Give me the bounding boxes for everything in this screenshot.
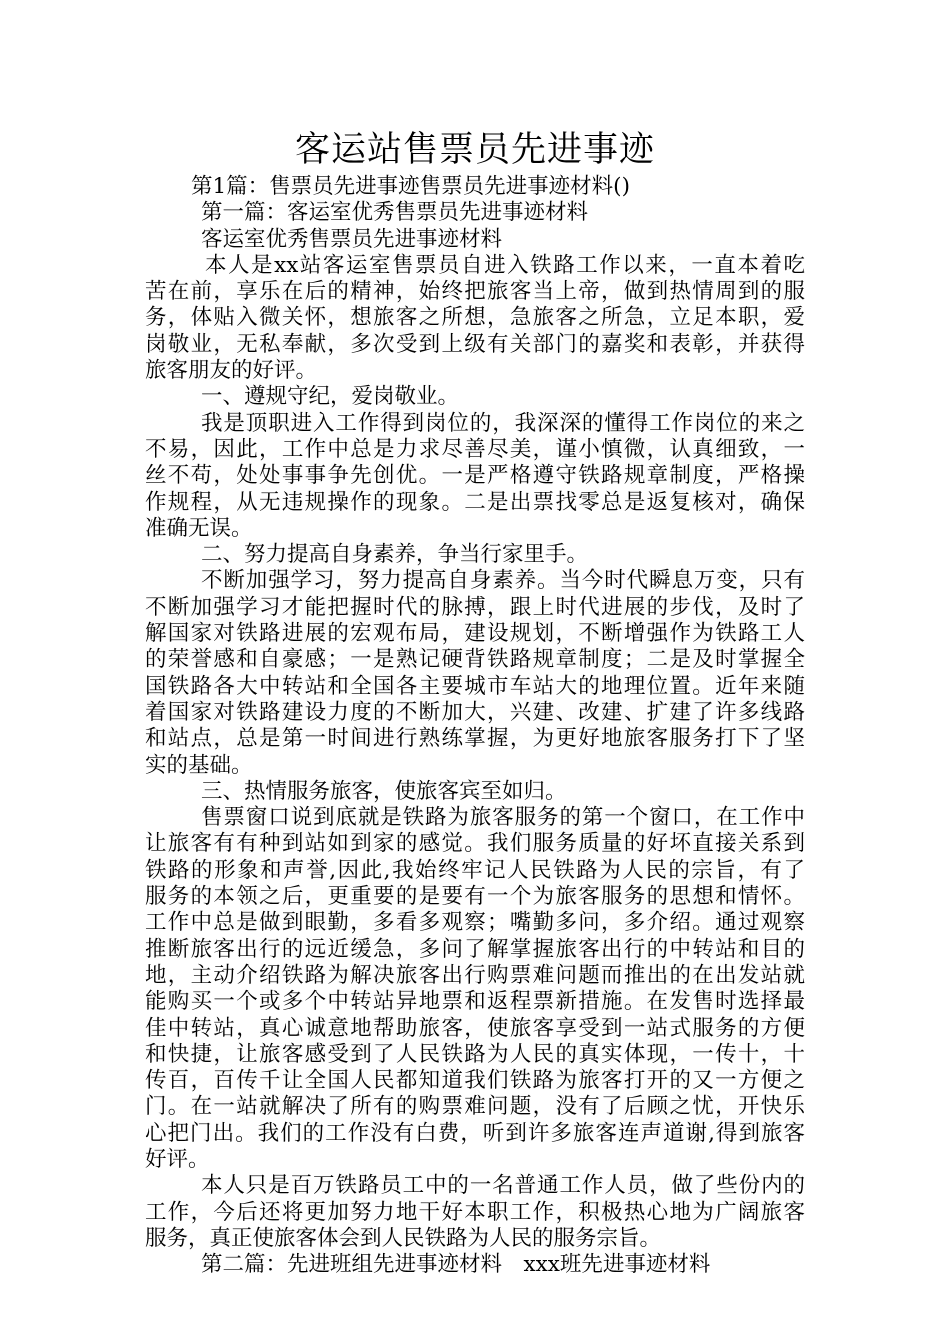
body-line: 工作，今后还将更加努力地干好本职工作，积极热心地为广阔旅客	[145, 1199, 805, 1225]
document-title: 客运站售票员先进事迹	[294, 130, 655, 170]
body-line: 服务，真正使旅客体会到人民铁路为人民的服务宗旨。	[145, 1225, 662, 1251]
body-line: 第二篇：先进班组先进事迹材料 xxx班先进事迹材料	[201, 1252, 711, 1278]
body-line: 我是顶职进入工作得到岗位的，我深深的懂得工作岗位的来之	[201, 410, 805, 436]
body-line: 着国家对铁路建设力度的不断加大，兴建、改建、扩建了许多线路	[145, 699, 805, 725]
body-line: 不断加强学习，努力提高自身素养。当今时代瞬息万变，只有	[201, 568, 805, 594]
body-line: 传百，百传千让全国人民都知道我们铁路为旅客打开的又一方便之	[145, 1068, 805, 1094]
body-line: 心把门出。我们的工作没有白费，听到许多旅客连声道谢,得到旅客	[145, 1120, 805, 1146]
body-line: 国铁路各大中转站和全国各主要城市车站大的地理位置。近年来随	[145, 673, 805, 699]
body-line: 实的基础。	[145, 752, 253, 778]
body-line: 和快捷，让旅客感受到了人民铁路为人民的真实体现，一传十，十	[145, 1041, 805, 1067]
body-line: 一、遵规守纪，爱岗敬业。	[201, 384, 460, 410]
body-line: 不易，因此，工作中总是力求尽善尽美，谨小慎微，认真细致，一	[145, 436, 805, 462]
body-line: 客运室优秀售票员先进事迹材料	[201, 226, 503, 252]
body-line: 让旅客有有种到站如到家的感觉。我们服务质量的好坏直接关系到	[145, 831, 805, 857]
body-line: 服务的本领之后，更重要的是要有一个为旅客服务的思想和情怀。	[145, 884, 805, 910]
body-line: 铁路的形象和声誉,因此,我始终牢记人民铁路为人民的宗旨，有了	[145, 857, 805, 883]
body-line: 苦在前，享乐在后的精神，始终把旅客当上帝，做到热情周到的服	[145, 279, 805, 305]
body-line: 好评。	[145, 1146, 210, 1172]
body-line: 二、努力提高自身素养，争当行家里手。	[201, 542, 589, 568]
body-line: 本人是xx站客运室售票员自进入铁路工作以来，一直本着吃	[205, 252, 805, 278]
body-line: 作规程，从无违规操作的现象。二是出票找零总是返复核对，确保	[145, 489, 805, 515]
body-line: 不断加强学习才能把握时代的脉搏，跟上时代进展的步伐，及时了	[145, 594, 805, 620]
body-line: 三、热情服务旅客，使旅客宾至如归。	[201, 778, 567, 804]
body-line: 的荣誉感和自豪感；一是熟记硬背铁路规章制度；二是及时掌握全	[145, 647, 805, 673]
body-line: 本人只是百万铁路员工中的一名普通工作人员，做了些份内的	[201, 1173, 805, 1199]
body-line: 第一篇：客运室优秀售票员先进事迹材料	[201, 200, 589, 226]
body-line: 岗敬业，无私奉献，多次受到上级有关部门的嘉奖和表彰，并获得	[145, 331, 805, 357]
body-line: 解国家对铁路进展的宏观布局，建设规划，不断增强作为铁路工人	[145, 621, 805, 647]
body-line: 务，体贴入微关怀，想旅客之所想，急旅客之所急，立足本职，爱	[145, 305, 805, 331]
body-line: 和站点，总是第一时间进行熟练掌握，为更好地旅客服务打下了坚	[145, 726, 805, 752]
body-line: 地，主动介绍铁路为解决旅客出行购票难问题而推出的在出发站就	[145, 962, 805, 988]
body-line: 门。在一站就解决了所有的购票难问题，没有了后顾之忧，开快乐	[145, 1094, 805, 1120]
body-line: 售票窗口说到底就是铁路为旅客服务的第一个窗口，在工作中	[201, 805, 805, 831]
body-line: 能购买一个或多个中转站异地票和返程票新措施。在发售时选择最	[145, 989, 805, 1015]
body-line: 工作中总是做到眼勤，多看多观察；嘴勤多问，多介绍。通过观察	[145, 910, 805, 936]
body-line: 佳中转站，真心诚意地帮助旅客，使旅客享受到一站式服务的方便	[145, 1015, 805, 1041]
body-line: 旅客朋友的好评。	[145, 358, 318, 384]
body-line: 第1篇：售票员先进事迹售票员先进事迹材料()	[191, 174, 630, 199]
body-line: 推断旅客出行的远近缓急，多问了解掌握旅客出行的中转站和目的	[145, 936, 805, 962]
body-line: 丝不苟，处处事事争先创优。一是严格遵守铁路规章制度，严格操	[145, 463, 805, 489]
body-line: 准确无误。	[145, 515, 253, 541]
document-body	[145, 174, 805, 1278]
